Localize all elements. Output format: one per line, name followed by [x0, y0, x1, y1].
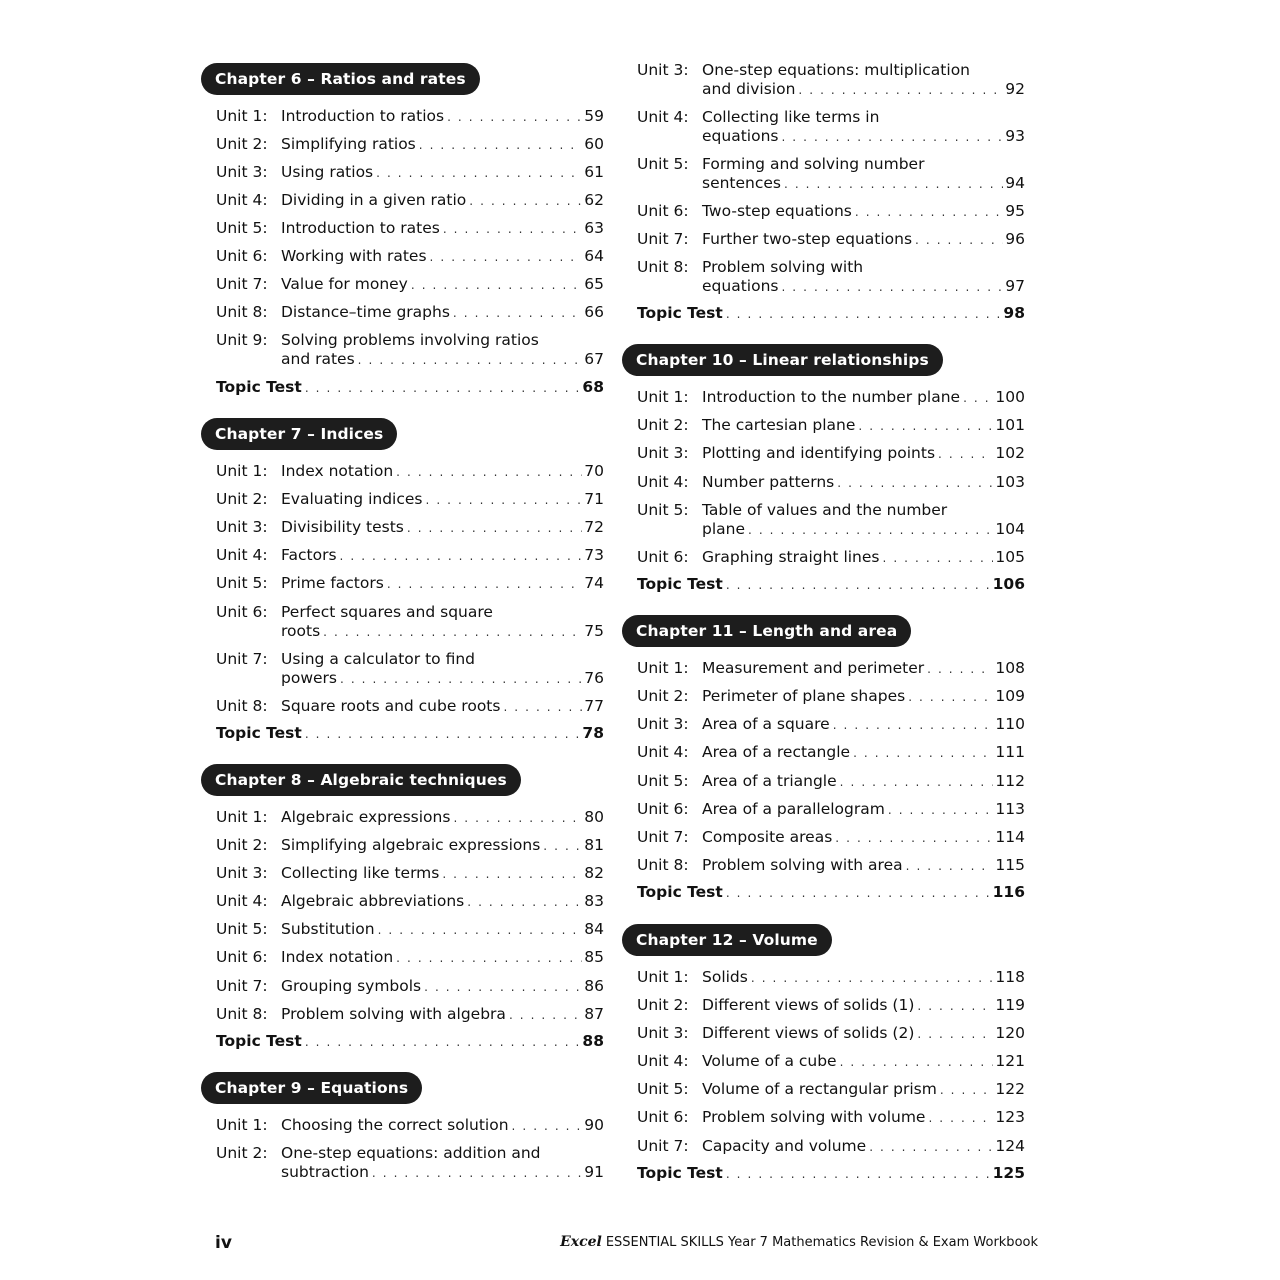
page-number: 84 — [584, 920, 604, 938]
page-number: 100 — [995, 388, 1025, 406]
unit-label: Unit 8: — [216, 697, 268, 715]
toc-entry[interactable] — [637, 108, 1025, 146]
page-number: 106 — [992, 575, 1025, 593]
entry-title-line1: Using a calculator to find — [281, 650, 475, 668]
unit-label: Unit 2: — [637, 687, 689, 705]
entry-title: Topic Test — [216, 724, 302, 742]
leader-dots — [509, 1006, 582, 1025]
leader-dots — [407, 519, 582, 538]
page-number: 113 — [995, 800, 1025, 818]
entry-title: Topic Test — [216, 378, 302, 396]
unit-label: Unit 5: — [637, 772, 689, 790]
toc-entry[interactable] — [216, 650, 604, 688]
page-number: 95 — [1005, 202, 1025, 220]
chapter-12-heading[interactable]: Chapter 12 – Volume — [622, 924, 832, 956]
unit-label: Unit 4: — [216, 546, 268, 564]
page-number: 59 — [584, 107, 604, 125]
page-number: 115 — [995, 856, 1025, 874]
page-number: 92 — [1005, 80, 1025, 98]
entry-title: and rates — [281, 350, 355, 368]
entry-title-line1: Table of values and the number — [702, 501, 948, 519]
page-number: 125 — [992, 1164, 1025, 1182]
entry-title: Area of a triangle — [702, 772, 837, 790]
toc-entry[interactable] — [637, 258, 1025, 296]
unit-label: Unit 4: — [216, 892, 268, 910]
leader-dots — [853, 744, 993, 763]
entry-title: Introduction to ratios — [281, 107, 445, 125]
leader-dots — [726, 305, 1002, 324]
page-number: 110 — [995, 715, 1025, 733]
leader-dots — [442, 865, 582, 884]
page-number: 68 — [582, 378, 604, 396]
leader-dots — [543, 837, 582, 856]
leader-dots — [883, 549, 994, 568]
page-number: 62 — [584, 191, 604, 209]
leader-dots — [726, 576, 991, 595]
entry-title-line1: One-step equations: multiplication — [702, 61, 970, 79]
entry-title: Simplifying ratios — [281, 135, 416, 153]
page-number: 122 — [995, 1080, 1025, 1098]
unit-label: Unit 2: — [216, 490, 268, 508]
entry-title: Topic Test — [637, 883, 723, 901]
page-number: 75 — [584, 622, 604, 640]
entry-title: equations — [702, 127, 779, 145]
leader-dots — [512, 1117, 583, 1136]
page-number: 123 — [995, 1108, 1025, 1126]
page-number: 83 — [584, 892, 604, 910]
page-number: 103 — [995, 473, 1025, 491]
entry-title: Value for money — [281, 275, 408, 293]
unit-label: Unit 7: — [216, 650, 268, 668]
leader-dots — [833, 716, 994, 735]
entry-title: Different views of solids (1) — [702, 996, 915, 1014]
entry-title: The cartesian plane — [702, 416, 856, 434]
entry-title: Topic Test — [216, 1032, 302, 1050]
unit-label: Unit 7: — [216, 275, 268, 293]
leader-dots — [453, 809, 582, 828]
unit-label: Unit 5: — [216, 219, 268, 237]
entry-title-line1: One-step equations: addition and — [281, 1144, 541, 1162]
leader-dots — [726, 1165, 991, 1184]
leader-dots — [305, 379, 581, 398]
page-number: 80 — [584, 808, 604, 826]
page-number: 64 — [584, 247, 604, 265]
toc-entry[interactable] — [637, 61, 1025, 99]
entry-title: Plotting and identifying points — [702, 444, 936, 462]
unit-label: Unit 1: — [216, 107, 268, 125]
page-number: 91 — [584, 1163, 604, 1181]
leader-dots — [411, 276, 582, 295]
page-number: 78 — [582, 724, 604, 742]
leader-dots — [781, 278, 1003, 297]
entry-title: Composite areas — [702, 828, 833, 846]
page-number: 102 — [995, 444, 1025, 462]
entry-title: Area of a parallelogram — [702, 800, 885, 818]
unit-label: Unit 5: — [216, 920, 268, 938]
unit-label: Unit 5: — [637, 155, 689, 173]
leader-dots — [430, 248, 583, 267]
unit-label: Unit 1: — [637, 968, 689, 986]
entry-title: equations — [702, 277, 779, 295]
unit-label: Unit 3: — [216, 163, 268, 181]
entry-title-line1: Collecting like terms in — [702, 108, 880, 126]
unit-label: Unit 2: — [216, 836, 268, 854]
entry-title: Topic Test — [637, 575, 723, 593]
unit-label: Unit 1: — [216, 462, 268, 480]
unit-label: Unit 5: — [637, 1080, 689, 1098]
page-number: 82 — [584, 864, 604, 882]
unit-label: Unit 2: — [637, 996, 689, 1014]
unit-label: Unit 3: — [637, 1024, 689, 1042]
page-number: 109 — [995, 687, 1025, 705]
entry-title: Dividing in a given ratio — [281, 191, 467, 209]
page-number: 60 — [584, 135, 604, 153]
unit-label: Unit 3: — [216, 518, 268, 536]
leader-dots — [305, 725, 581, 744]
page-number: 86 — [584, 977, 604, 995]
leader-dots — [467, 893, 582, 912]
page-number: 101 — [995, 416, 1025, 434]
entry-title: Simplifying algebraic expressions — [281, 836, 541, 854]
page-number: 105 — [995, 548, 1025, 566]
leader-dots — [840, 1053, 994, 1072]
unit-label: Unit 4: — [637, 743, 689, 761]
page-number: 116 — [992, 883, 1025, 901]
footer-title-text: ESSENTIAL SKILLS Year 7 Mathematics Revision & Exam Workbook — [605, 1235, 1038, 1250]
unit-label: Unit 3: — [637, 61, 689, 79]
entry-title: Distance–time graphs — [281, 303, 450, 321]
leader-dots — [855, 203, 1003, 222]
leader-dots — [928, 1109, 993, 1128]
unit-label: Unit 7: — [637, 230, 689, 248]
page-number: 94 — [1005, 174, 1025, 192]
footer-page-number: iv — [215, 1233, 232, 1253]
leader-dots — [305, 1033, 581, 1052]
entry-title: Number patterns — [702, 473, 835, 491]
unit-label: Unit 4: — [216, 191, 268, 209]
page-number: 108 — [995, 659, 1025, 677]
unit-label: Unit 1: — [637, 659, 689, 677]
page-number: 120 — [995, 1024, 1025, 1042]
entry-title: Topic Test — [637, 304, 723, 322]
unit-label: Unit 8: — [637, 856, 689, 874]
unit-label: Unit 8: — [216, 303, 268, 321]
unit-label: Unit 1: — [637, 388, 689, 406]
unit-label: Unit 8: — [216, 1005, 268, 1023]
leader-dots — [372, 1164, 582, 1183]
entry-title: Index notation — [281, 462, 394, 480]
toc-entry[interactable] — [216, 1144, 604, 1182]
entry-title: Measurement and perimeter — [702, 659, 925, 677]
unit-label: Unit 4: — [637, 108, 689, 126]
entry-title: Factors — [281, 546, 337, 564]
toc-entry[interactable] — [216, 603, 604, 641]
leader-dots — [323, 623, 582, 642]
leader-dots — [784, 175, 1003, 194]
unit-label: Unit 6: — [637, 1108, 689, 1126]
unit-label: Unit 9: — [216, 331, 268, 349]
entry-title-line1: Solving problems involving ratios — [281, 331, 539, 349]
entry-title: Working with rates — [281, 247, 427, 265]
entry-title: Perimeter of plane shapes — [702, 687, 906, 705]
leader-dots — [503, 698, 582, 717]
page-number: 114 — [995, 828, 1025, 846]
leader-dots — [938, 445, 993, 464]
entry-title: roots — [281, 622, 321, 640]
leader-dots — [358, 351, 583, 370]
entry-title: Grouping symbols — [281, 977, 422, 995]
page-number: 87 — [584, 1005, 604, 1023]
leader-dots — [425, 491, 582, 510]
entry-title: Choosing the correct solution — [281, 1116, 509, 1134]
unit-label: Unit 3: — [637, 444, 689, 462]
page-number: 77 — [584, 697, 604, 715]
unit-label: Unit 3: — [637, 715, 689, 733]
entry-title: Substitution — [281, 920, 375, 938]
page-number: 88 — [582, 1032, 604, 1050]
page-number: 98 — [1003, 304, 1025, 322]
leader-dots — [927, 660, 993, 679]
toc-entry[interactable] — [637, 155, 1025, 193]
entry-title: plane — [702, 520, 746, 538]
page-number: 73 — [584, 546, 604, 564]
leader-dots — [340, 547, 583, 566]
entry-title: Introduction to rates — [281, 219, 440, 237]
page-number: 70 — [584, 462, 604, 480]
leader-dots — [340, 670, 582, 689]
leader-dots — [453, 304, 582, 323]
leader-dots — [396, 949, 582, 968]
unit-label: Unit 1: — [216, 808, 268, 826]
chapter-8-heading[interactable]: Chapter 8 – Algebraic techniques — [201, 764, 521, 796]
page-number: 61 — [584, 163, 604, 181]
leader-dots — [781, 128, 1003, 147]
page-number: 74 — [584, 574, 604, 592]
unit-label: Unit 4: — [637, 473, 689, 491]
chapter-6-heading[interactable]: Chapter 6 – Ratios and rates — [201, 63, 480, 95]
leader-dots — [396, 463, 582, 482]
entry-title: Divisibility tests — [281, 518, 404, 536]
unit-label: Unit 4: — [637, 1052, 689, 1070]
footer-brand: Excel — [560, 1234, 602, 1250]
page-number: 66 — [584, 303, 604, 321]
leader-dots — [917, 1025, 993, 1044]
leader-dots — [906, 857, 994, 876]
entry-title-line1: Perfect squares and square — [281, 603, 493, 621]
chapter-7-heading[interactable]: Chapter 7 – Indices — [201, 418, 397, 450]
unit-label: Unit 6: — [216, 247, 268, 265]
page-number: 104 — [995, 520, 1025, 538]
leader-dots — [940, 1081, 994, 1100]
chapter-10-heading[interactable]: Chapter 10 – Linear relationships — [622, 344, 943, 376]
entry-title: sentences — [702, 174, 782, 192]
leader-dots — [917, 997, 993, 1016]
leader-dots — [378, 921, 583, 940]
leader-dots — [963, 389, 993, 408]
entry-title: and division — [702, 80, 796, 98]
unit-label: Unit 6: — [216, 603, 268, 621]
entry-title: Algebraic expressions — [281, 808, 451, 826]
leader-dots — [447, 108, 582, 127]
entry-title: Problem solving with algebra — [281, 1005, 506, 1023]
unit-label: Unit 5: — [216, 574, 268, 592]
unit-label: Unit 6: — [637, 548, 689, 566]
unit-label: Unit 3: — [216, 864, 268, 882]
unit-label: Unit 2: — [216, 1144, 268, 1162]
page-number: 67 — [584, 350, 604, 368]
page-number: 71 — [584, 490, 604, 508]
entry-title: Area of a rectangle — [702, 743, 851, 761]
entry-title: Capacity and volume — [702, 1137, 867, 1155]
leader-dots — [915, 231, 1003, 250]
leader-dots — [840, 773, 994, 792]
page-number: 97 — [1005, 277, 1025, 295]
unit-label: Unit 2: — [637, 416, 689, 434]
page-number: 90 — [584, 1116, 604, 1134]
toc-entry[interactable] — [216, 331, 604, 369]
page-number: 118 — [995, 968, 1025, 986]
unit-label: Unit 8: — [637, 258, 689, 276]
unit-label: Unit 6: — [637, 800, 689, 818]
page-number: 85 — [584, 948, 604, 966]
leader-dots — [419, 136, 583, 155]
page-number: 119 — [995, 996, 1025, 1014]
entry-title: Evaluating indices — [281, 490, 423, 508]
unit-label: Unit 5: — [637, 501, 689, 519]
leader-dots — [469, 192, 582, 211]
leader-dots — [837, 474, 993, 493]
unit-label: Unit 2: — [216, 135, 268, 153]
leader-dots — [726, 884, 991, 903]
entry-title: Problem solving with area — [702, 856, 903, 874]
unit-label: Unit 6: — [637, 202, 689, 220]
unit-label: Unit 7: — [216, 977, 268, 995]
page-number: 121 — [995, 1052, 1025, 1070]
page-number: 93 — [1005, 127, 1025, 145]
unit-label: Unit 6: — [216, 948, 268, 966]
unit-label: Unit 1: — [216, 1116, 268, 1134]
leader-dots — [869, 1138, 993, 1157]
page-number: 65 — [584, 275, 604, 293]
entry-title-line1: Problem solving with — [702, 258, 864, 276]
page-number: 112 — [995, 772, 1025, 790]
page-number: 72 — [584, 518, 604, 536]
leader-dots — [908, 688, 993, 707]
entry-title: Problem solving with volume — [702, 1108, 926, 1126]
page-number: 124 — [995, 1137, 1025, 1155]
leader-dots — [443, 220, 582, 239]
entry-title: Solids — [702, 968, 748, 986]
entry-title: Volume of a cube — [702, 1052, 837, 1070]
leader-dots — [798, 81, 1003, 100]
page-number: 111 — [995, 743, 1025, 761]
entry-title: Further two-step equations — [702, 230, 913, 248]
chapter-9-heading[interactable]: Chapter 9 – Equations — [201, 1072, 422, 1104]
leader-dots — [424, 978, 582, 997]
entry-title: Introduction to the number plane — [702, 388, 961, 406]
entry-title: powers — [281, 669, 337, 687]
leader-dots — [387, 575, 582, 594]
footer-book-title — [560, 1234, 1038, 1250]
entry-title: Topic Test — [637, 1164, 723, 1182]
entry-title: Different views of solids (2) — [702, 1024, 915, 1042]
page-number: 63 — [584, 219, 604, 237]
entry-title: Volume of a rectangular prism — [702, 1080, 937, 1098]
page-number: 96 — [1005, 230, 1025, 248]
leader-dots — [835, 829, 993, 848]
entry-title: Index notation — [281, 948, 394, 966]
chapter-11-heading[interactable]: Chapter 11 – Length and area — [622, 615, 911, 647]
leader-dots — [748, 521, 993, 540]
unit-label: Unit 7: — [637, 1137, 689, 1155]
entry-title: Square roots and cube roots — [281, 697, 501, 715]
entry-title: Prime factors — [281, 574, 384, 592]
entry-title: Collecting like terms — [281, 864, 440, 882]
page-number: 76 — [584, 669, 604, 687]
leader-dots — [376, 164, 582, 183]
entry-title: Two-step equations — [702, 202, 852, 220]
leader-dots — [888, 801, 994, 820]
entry-title: Area of a square — [702, 715, 830, 733]
entry-title: subtraction — [281, 1163, 369, 1181]
unit-label: Unit 7: — [637, 828, 689, 846]
entry-title-line1: Forming and solving number — [702, 155, 925, 173]
entry-title: Using ratios — [281, 163, 374, 181]
toc-entry[interactable] — [637, 501, 1025, 539]
leader-dots — [751, 969, 994, 988]
page-number: 81 — [584, 836, 604, 854]
entry-title: Graphing straight lines — [702, 548, 880, 566]
entry-title: Algebraic abbreviations — [281, 892, 465, 910]
leader-dots — [858, 417, 993, 436]
